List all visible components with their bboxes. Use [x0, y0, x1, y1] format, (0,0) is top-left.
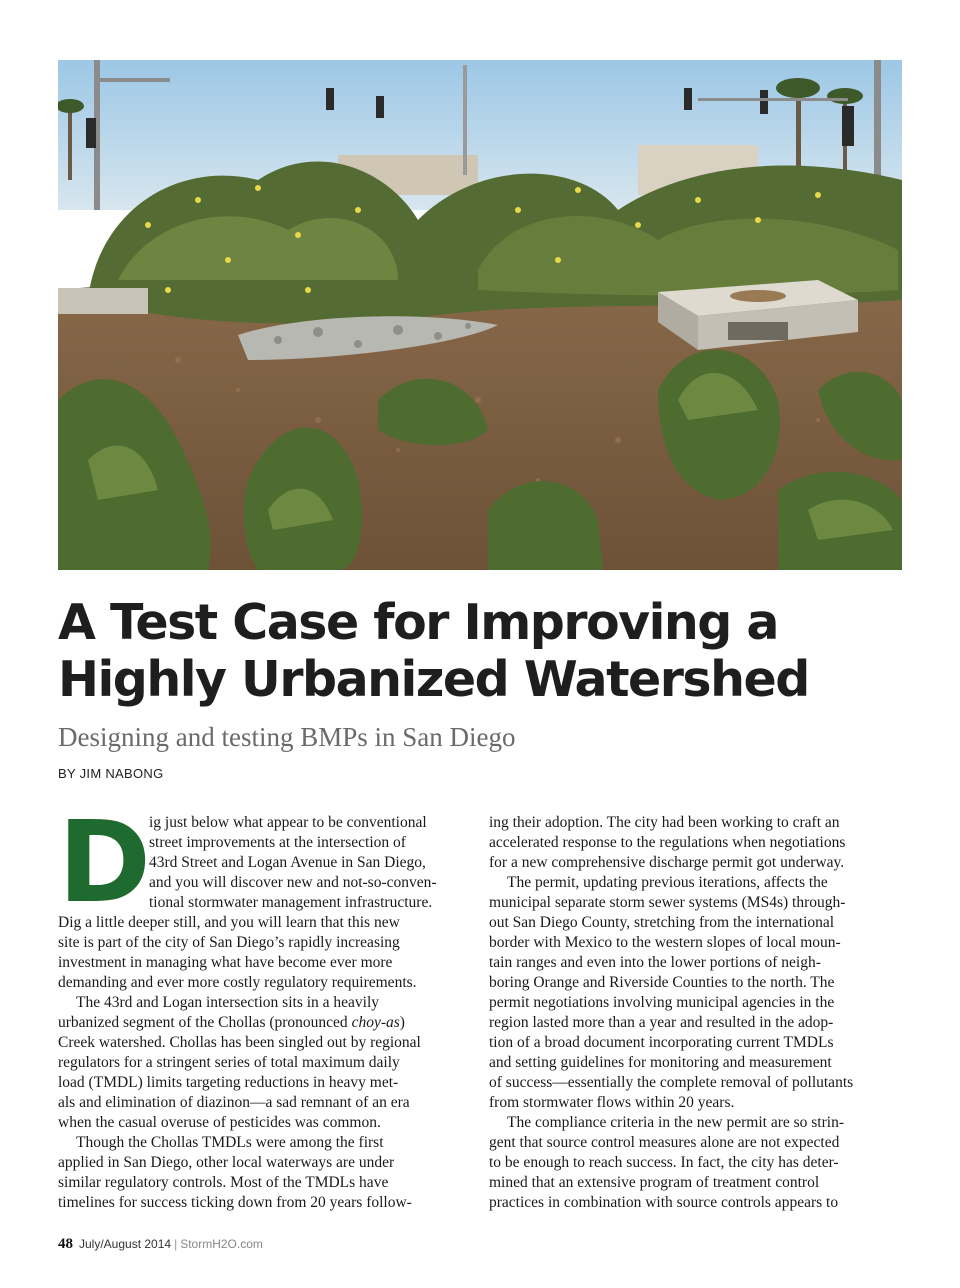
text-line: Though the Chollas TMDLs were among the first	[76, 1134, 384, 1151]
text-line: tional stormwater management infrastructure.	[149, 894, 433, 911]
text-line: timelines for success ticking down from 20 years follow-	[58, 1194, 412, 1211]
text-line: practices in combination with source controls appears to	[489, 1194, 839, 1211]
text-line: The 43rd and Logan intersection sits in a heavily	[76, 994, 380, 1011]
text-line	[58, 1013, 473, 1033]
bioswale-illustration	[58, 60, 902, 570]
article-column-left	[58, 798, 473, 1213]
article-column-right	[489, 813, 904, 1213]
text-line: load (TMDL) limits targeting reductions in heavy met-	[58, 1074, 399, 1091]
text-line: als and elimination of diazinon—a sad remnant of an era	[58, 1094, 410, 1111]
text-line: when the casual overuse of pesticides was common.	[58, 1114, 381, 1131]
text-line: regulators for a stringent series of total maximum daily	[58, 1054, 400, 1071]
article-subhead: Designing and testing BMPs in San Diego	[58, 722, 516, 752]
headline-line: Highly Urbanized Watershed	[58, 651, 809, 708]
article-byline: BY JIM NABONG	[58, 766, 164, 781]
text-line: similar regulatory controls. Most of the TMDLs have	[58, 1174, 389, 1191]
text-line: tain ranges and even into the lower portions of neigh-	[489, 954, 821, 971]
text-line: permit negotiations involving municipal agencies in the	[489, 994, 835, 1011]
text-line: demanding and ever more costly regulatory requirements.	[58, 974, 417, 991]
shrub-highlight	[478, 216, 898, 296]
hero-photo	[58, 60, 902, 570]
text-line: boring Orange and Riverside Counties to the north. The	[489, 974, 835, 991]
text-line: accelerated response to the regulations when negotiations	[489, 834, 846, 851]
text-line: region lasted more than a year and resulted in the adop-	[489, 1014, 834, 1031]
article-headline	[58, 594, 918, 708]
text-line: to be enough to reach success. In fact, the city has deter-	[489, 1154, 839, 1171]
text-line: The permit, updating previous iterations, affects the	[507, 874, 828, 891]
text-line: investment in managing what have become ever more	[58, 954, 393, 971]
text-line: and setting guidelines for monitoring and measurement	[489, 1054, 832, 1071]
concrete-wall	[58, 288, 148, 314]
text-line: of success—essentially the complete removal of pollutants	[489, 1074, 854, 1091]
text-line: mined that an extensive program of treatment control	[489, 1174, 820, 1191]
text-line: out San Diego County, stretching from the international	[489, 914, 835, 931]
pronunciation: choy-as	[351, 1014, 400, 1031]
text-line: and you will discover new and not-so-conven-	[149, 874, 437, 891]
headline-line: A Test Case for Improving a	[58, 594, 778, 651]
text-line: street improvements at the intersection of	[149, 834, 406, 851]
text-line: Creek watershed. Chollas has been singled out by regional	[58, 1034, 421, 1051]
footer-separator: |	[174, 1237, 178, 1251]
text-line: site is part of the city of San Diego’s rapidly increasing	[58, 934, 400, 951]
text-line: Dig a little deeper still, and you will learn that this new	[58, 914, 400, 931]
page-number: 48	[58, 1236, 73, 1252]
text-line: for a new comprehensive discharge permit got underway.	[489, 854, 845, 871]
text-line: ig just below what appear to be conventional	[149, 814, 427, 831]
text-line: ing their adoption. The city had been working to craft an	[489, 814, 840, 831]
site-name: StormH2O.com	[180, 1237, 263, 1251]
text-line: The compliance criteria in the new permit are so strin-	[507, 1114, 844, 1131]
text-line: applied in San Diego, other local waterways are under	[58, 1154, 395, 1171]
drop-cap: D	[58, 798, 151, 928]
text-line: from stormwater flows within 20 years.	[489, 1094, 735, 1111]
text-line: tion of a broad document incorporating current TMDLs	[489, 1034, 834, 1051]
text-fragment: urbanized segment of the Chollas (pronounced	[58, 1014, 352, 1031]
text-line: 43rd Street and Logan Avenue in San Diego,	[149, 854, 426, 871]
text-line: municipal separate storm sewer systems (MS4s) through-	[489, 894, 846, 911]
text-line: border with Mexico to the western slopes of local moun-	[489, 934, 841, 951]
text-line: gent that source control measures alone are not expected	[489, 1134, 840, 1151]
page-footer	[58, 1236, 263, 1253]
issue-date: July/August 2014	[79, 1237, 172, 1251]
text-fragment: )	[399, 1014, 405, 1031]
